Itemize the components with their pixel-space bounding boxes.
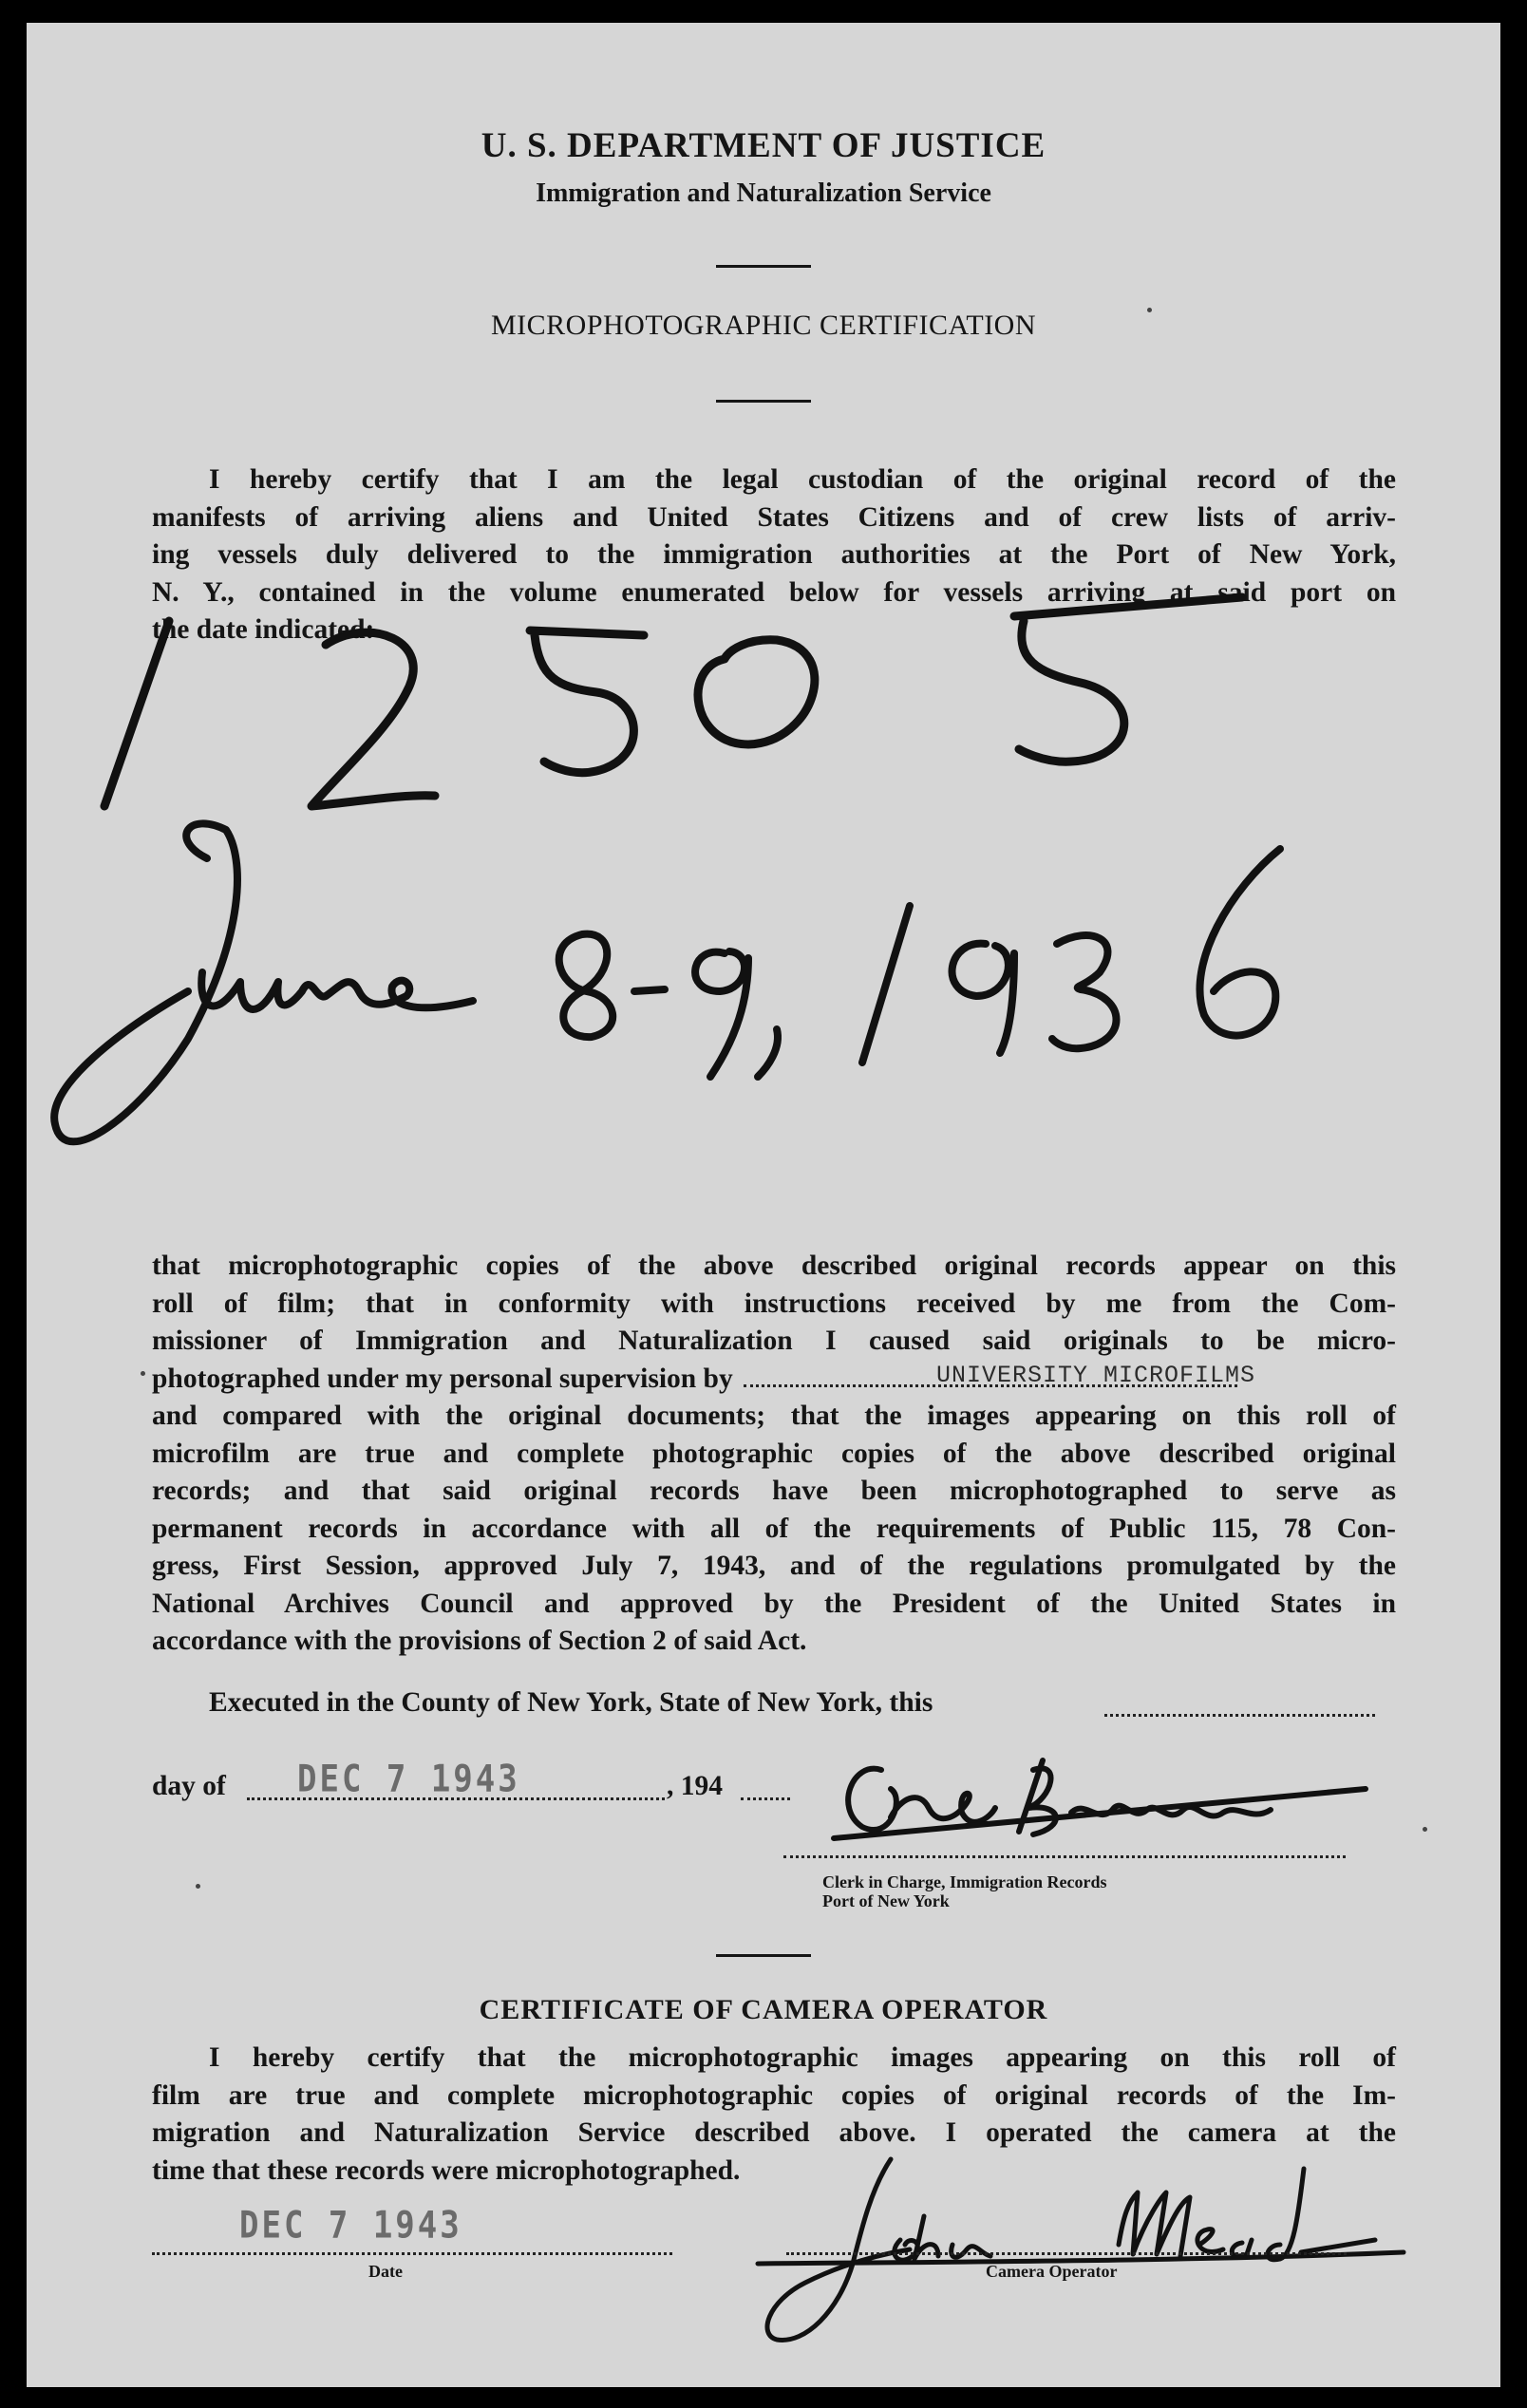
stamped-date-clerk: DEC 7 1943 <box>297 1758 520 1801</box>
operator-line: I hereby certify that the microphotographic images appearing on this roll of <box>209 2042 1396 2073</box>
operator-signature-line <box>786 2252 1347 2255</box>
divider-mid <box>716 400 811 403</box>
body-line: National Archives Council and approved by the President of the United States in <box>152 1588 1396 1619</box>
stamped-date-operator: DEC 7 1943 <box>239 2204 462 2248</box>
operator-line: migration and Naturalization Service described above. I operated the camera at the <box>152 2117 1396 2148</box>
intro-line: manifests of arriving aliens and United States Citizens and of crew lists of arriv- <box>152 501 1396 533</box>
body-line: permanent records in accordance with all of the requirements of Public 115, 78 Con- <box>152 1513 1396 1544</box>
clerk-location: Port of New York <box>822 1891 950 1910</box>
date-label: Date <box>368 2262 403 2281</box>
body-line: roll of film; that in conformity with instructions received by me from the Com- <box>152 1288 1396 1319</box>
camera-operator-label: Camera Operator <box>986 2262 1118 2281</box>
year-label: , 194 <box>667 1771 723 1801</box>
body-line: accordance with the provisions of Section 2 of said Act. <box>152 1626 807 1656</box>
scan-speck <box>1147 308 1152 312</box>
intro-line: ing vessels duly delivered to the immigration authorities at the Port of New York, <box>152 539 1396 570</box>
scan-speck <box>1423 1827 1427 1832</box>
camera-operator-title: CERTIFICATE OF CAMERA OPERATOR <box>479 1994 1048 2025</box>
body-line: gress, First Session, approved July 7, 1943, and of the regulations promulgated by the <box>152 1551 1396 1581</box>
divider-bottom <box>716 1954 811 1957</box>
body-line: and compared with the original documents; that the images appearing on this roll of <box>152 1401 1396 1431</box>
year-dotted-line <box>741 1797 790 1800</box>
operator-line: film are true and complete microphotographic copies of original records of the Im- <box>152 2079 1396 2111</box>
certificate-page <box>27 23 1500 2387</box>
body-line: microfilm are true and complete photographic copies of the above described original <box>152 1438 1396 1469</box>
handwritten-dates <box>27 801 1500 1210</box>
microfilmer-typed: UNIVERSITY MICROFILMS <box>936 1362 1256 1389</box>
intro-line: N. Y., contained in the volume enumerated below for vessels arriving at said port on <box>152 576 1396 608</box>
body-line: missioner of Immigration and Naturalization I caused said originals to be micro- <box>152 1326 1396 1356</box>
body-paragraph <box>152 1248 1396 1661</box>
operator-date-line <box>152 2252 672 2255</box>
operator-line: time that these records were microphotographed. <box>152 2154 741 2186</box>
clerk-signature <box>815 1732 1385 1865</box>
executed-line <box>209 1684 933 1722</box>
agency-title: U. S. DEPARTMENT OF JUSTICE <box>481 126 1046 165</box>
scan-speck <box>196 1884 200 1889</box>
intro-line: the date indicated: <box>152 614 375 645</box>
scan-speck <box>141 1371 145 1376</box>
day-of-label: day of <box>152 1771 226 1801</box>
body-line: that microphotographic copies of the above described original records appear on this <box>152 1251 1396 1281</box>
certification-title: MICROPHOTOGRAPHIC CERTIFICATION <box>490 310 1037 341</box>
body-line: photographed under my personal supervision by <box>152 1363 733 1394</box>
executed-dotted-line <box>1104 1714 1375 1717</box>
clerk-signature-line <box>783 1855 1346 1858</box>
intro-line: I hereby certify that I am the legal custodian of the original record of the <box>209 464 1396 495</box>
divider-top <box>716 265 811 268</box>
executed-text: Executed in the County of New York, State of New York, this <box>209 1687 933 1718</box>
body-line: records; and that said original records have been microphotographed to serve as <box>152 1476 1396 1506</box>
clerk-title: Clerk in Charge, Immigration Records <box>822 1872 1107 1891</box>
service-subtitle: Immigration and Naturalization Service <box>536 179 991 208</box>
